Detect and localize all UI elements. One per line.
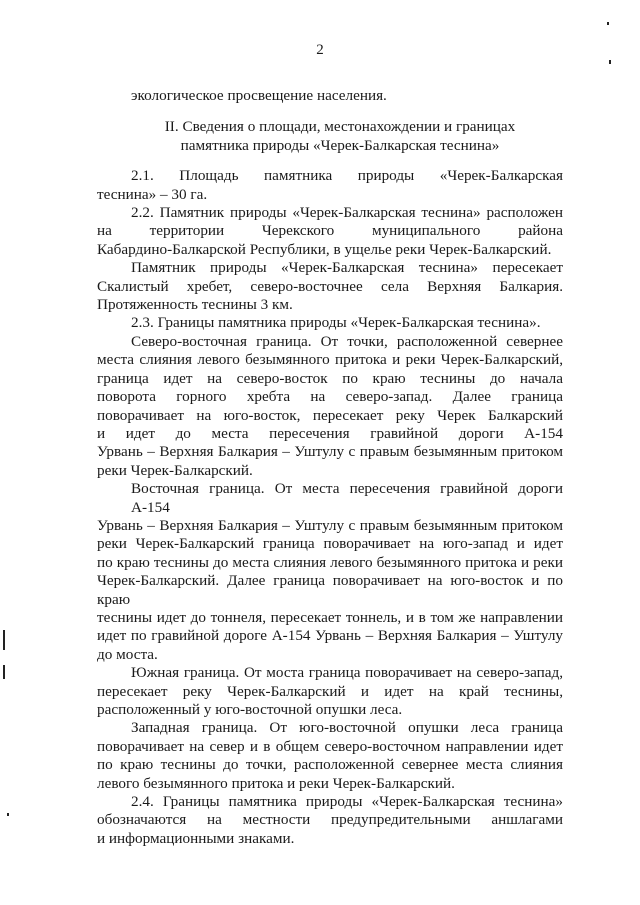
paragraph-2-2 — [97, 204, 563, 259]
scan-mark-right — [609, 60, 611, 64]
heading-line: памятника природы «Черек-Балкарская теснина» — [180, 136, 500, 154]
text-line: Кабардино-Балкарской Республики, в ущелье реки Черек-Балкарский. — [97, 240, 552, 258]
text-line: теснины идет до тоннеля, пересекает тоннель, и в том же направлении — [97, 608, 563, 626]
text-line: идет по гравийной дороге А-154 Урвань – Верхняя Балкария – Уштулу — [97, 627, 563, 645]
text-line: Урвань – Верхняя Балкария – Уштулу с правым безымянным притоком — [97, 443, 563, 461]
text-line: поворачивает на север и в общем северо-восточном направлении идет — [97, 737, 563, 755]
page-number: 2 — [316, 42, 324, 58]
scan-mark-top-right — [607, 22, 609, 25]
text-line: обозначаются на местности предупредительными аншлагами — [97, 811, 563, 829]
text-line: поворачивает на юго-восток, пересекает реку Черек Балкарский — [97, 406, 563, 424]
text-line: Скалистый хребет, северо-восточнее села Верхняя Балкария. — [97, 277, 563, 295]
text-line: 2.1. Площадь памятника природы «Черек-Балкарская — [131, 167, 563, 185]
paragraph-2-2-extra — [97, 259, 563, 314]
paragraph-west-boundary — [97, 719, 563, 793]
paragraph-south-boundary — [97, 664, 563, 719]
scan-mark-left-3 — [7, 813, 9, 816]
document-body — [97, 87, 563, 848]
paragraph-2-4 — [97, 793, 563, 848]
text-line: Урвань – Верхняя Балкария – Уштулу с правым безымянным притоком — [97, 516, 563, 534]
intro-line: экологическое просвещение населения. — [131, 87, 387, 104]
text-line: Южная граница. От моста граница поворачивает на северо-запад, — [131, 664, 563, 682]
text-line: Северо-восточная граница. От точки, расположенной севернее — [131, 332, 563, 350]
text-line: Восточная граница. От места пересечения гравийной дороги А-154 — [131, 480, 563, 516]
text-line: реки Черек-Балкарский граница поворачивает на юго-запад и идет — [97, 535, 563, 553]
section-heading — [97, 118, 563, 155]
text-line: расположенный у юго-восточной опушки леса. — [97, 701, 403, 718]
text-line: места слияния левого безымянного притока и реки Черек-Балкарский, — [97, 351, 563, 369]
text-line: до моста. — [97, 645, 158, 663]
text-line: по краю теснины до места слияния левого безымянного притока и реки — [97, 553, 563, 571]
text-line: по краю теснины до точки, расположенной севернее места слияния — [97, 756, 563, 774]
text-line: Памятник природы «Черек-Балкарская теснина» пересекает — [131, 259, 563, 277]
scan-mark-left-2 — [3, 665, 5, 679]
scan-mark-left-1 — [3, 630, 5, 650]
paragraph-east-boundary — [97, 480, 563, 664]
text-line: 2.4. Границы памятника природы «Черек-Балкарская теснина» — [131, 793, 563, 811]
text-line: и информационными знаками. — [97, 829, 295, 847]
paragraph-2-3 — [97, 314, 563, 332]
text-line: граница идет на северо-восток по краю теснины до начала — [97, 369, 563, 387]
text-line: теснина» – 30 га. — [97, 185, 208, 203]
paragraph-north-east-boundary — [97, 333, 563, 480]
text-line: Черек-Балкарский. Далее граница поворачивает на юго-восток и по краю — [97, 572, 563, 608]
text-line: и идет до места пересечения гравийной дороги А-154 — [97, 424, 563, 442]
heading-line: II. Сведения о площади, местонахождении и границах — [164, 118, 516, 136]
text-line: поворота горного хребта на северо-запад. Далее граница — [97, 388, 563, 406]
text-line: левого безымянного притока и реки Черек-Балкарский. — [97, 774, 455, 792]
text-line: пересекает реку Черек-Балкарский и идет на край теснины, — [97, 682, 563, 700]
text-line: Западная граница. От юго-восточной опушки леса граница — [131, 719, 563, 737]
text-line: 2.2. Памятник природы «Черек-Балкарская теснина» расположен — [131, 204, 563, 222]
text-line: Протяженность теснины 3 км. — [97, 296, 293, 314]
text-line: реки Черек-Балкарский. — [97, 461, 253, 479]
text-line: на территории Черекского муниципального района — [97, 222, 563, 240]
text-line: 2.3. Границы памятника природы «Черек-Балкарская теснина». — [131, 314, 541, 332]
paragraph-2-1 — [97, 167, 563, 204]
